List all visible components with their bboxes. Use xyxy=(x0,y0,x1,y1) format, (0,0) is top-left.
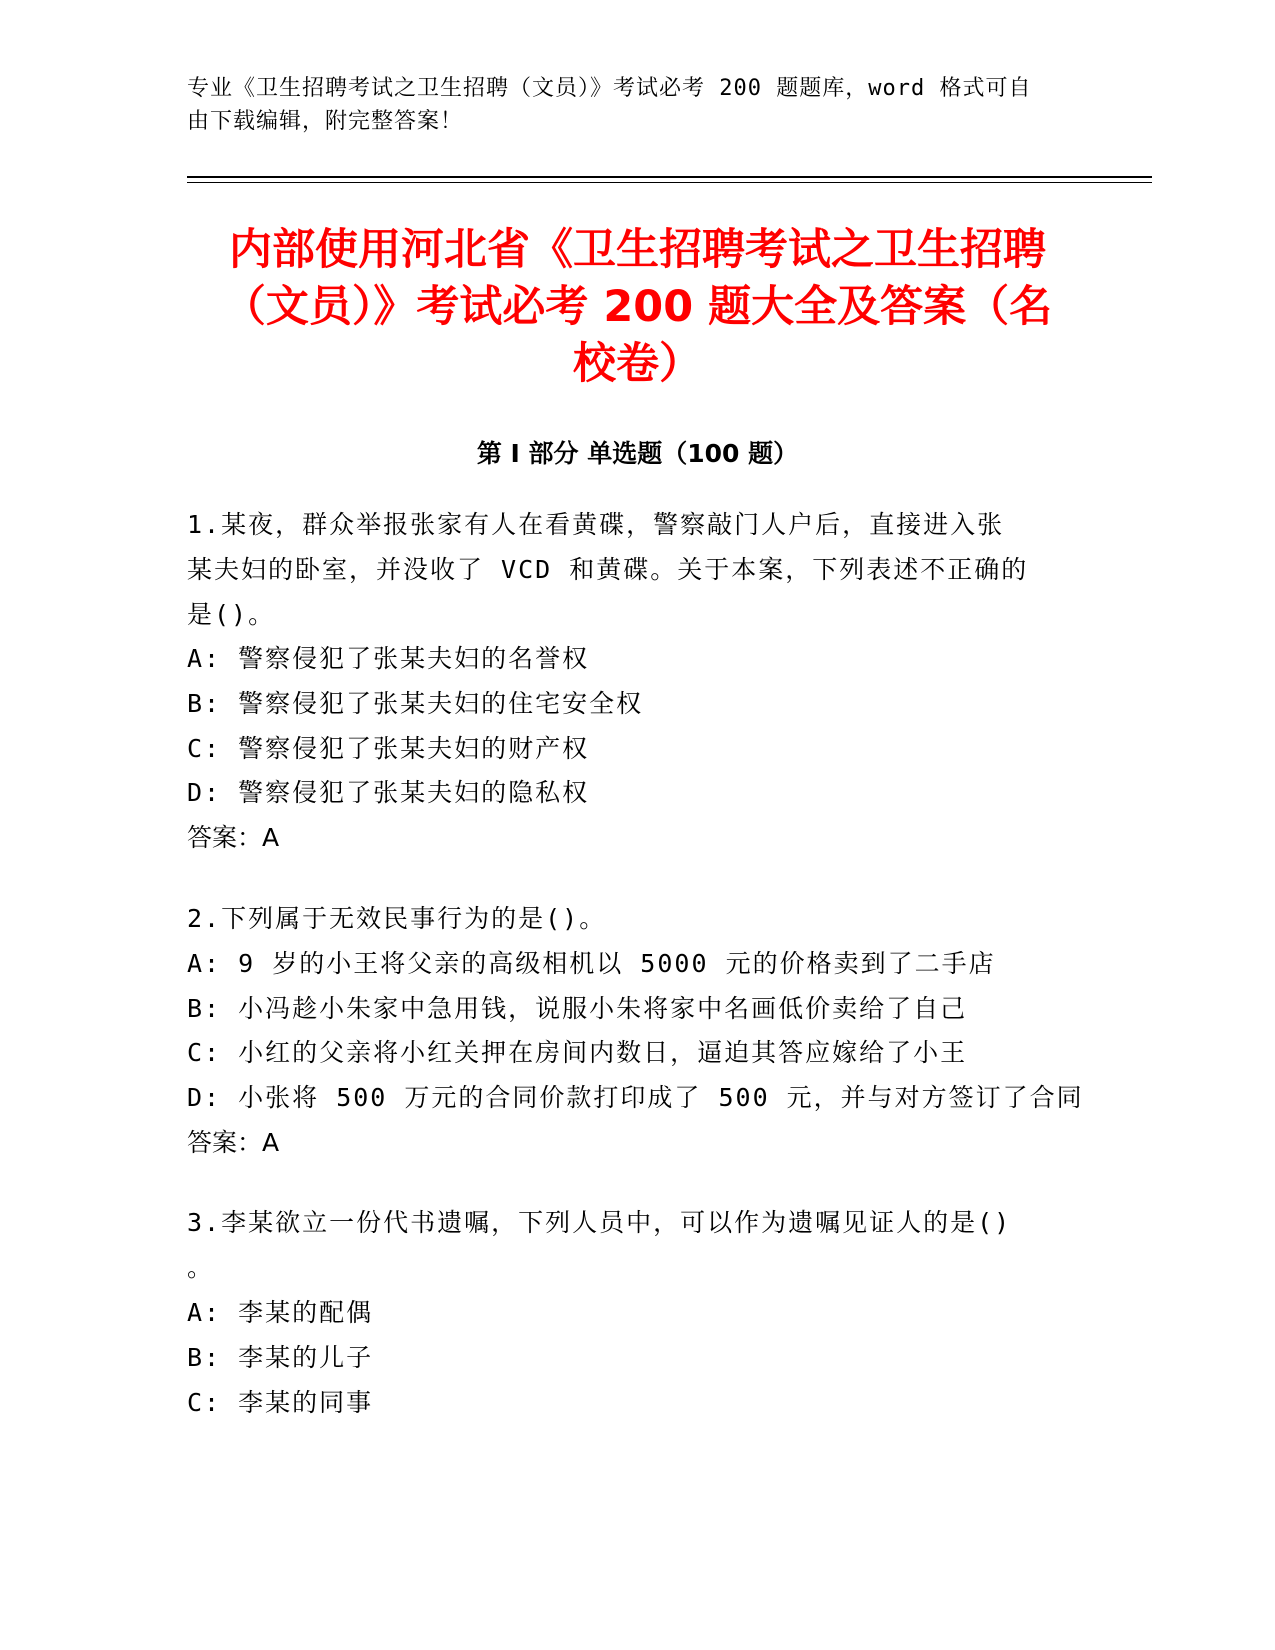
question-1-option-d: D: 警察侵犯了张某夫妇的隐私权 xyxy=(187,778,590,807)
question-3-stem-line: 。 xyxy=(187,1253,215,1282)
question-2-option-a: A: 9 岁的小王将父亲的高级相机以 5000 元的价格卖到了二手店 xyxy=(187,949,996,978)
question-3-stem-line: 3.李某欲立一份代书遗嘱，下列人员中，可以作为遗嘱见证人的是() xyxy=(187,1208,1012,1237)
header-rule-thick xyxy=(187,176,1152,178)
question-2-option-d: D: 小张将 500 万元的合同价款打印成了 500 元，并与对方签订了合同 xyxy=(187,1083,1084,1112)
question-1-stem-line: 是()。 xyxy=(187,600,276,629)
question-2-option-c: C: 小红的父亲将小红关押在房间内数日，逼迫其答应嫁给了小王 xyxy=(187,1038,968,1067)
header-note xyxy=(187,72,1067,138)
header-note-line: 专业《卫生招聘考试之卫生招聘（文员）》考试必考 200 题题库，word 格式可自 xyxy=(187,76,1032,101)
question-1-stem-line: 某夫妇的卧室，并没收了 VCD 和黄碟。关于本案，下列表述不正确的 xyxy=(187,555,1029,584)
question-2-answer: 答案：A xyxy=(187,1128,280,1157)
question-1-option-a: A: 警察侵犯了张某夫妇的名誉权 xyxy=(187,644,590,673)
title-line: （文员）》考试必考 200 题大全及答案（名 xyxy=(222,282,1053,332)
question-1-answer: 答案：A xyxy=(187,823,280,852)
question-2-stem-line: 2.下列属于无效民事行为的是()。 xyxy=(187,904,607,933)
question-1-option-c: C: 警察侵犯了张某夫妇的财产权 xyxy=(187,734,590,763)
document-title xyxy=(190,222,1085,393)
header-rule-thin xyxy=(187,182,1152,183)
question-2-option-b: B: 小冯趁小朱家中急用钱，说服小朱将家中名画低价卖给了自己 xyxy=(187,994,968,1023)
title-line: 校卷） xyxy=(573,339,702,389)
question-1-stem-line: 1.某夜，群众举报张家有人在看黄碟，警察敲门人户后，直接进入张 xyxy=(187,510,1005,539)
question-3-option-c: C: 李某的同事 xyxy=(187,1388,374,1417)
question-3-option-b: B: 李某的儿子 xyxy=(187,1343,374,1372)
question-1-option-b: B: 警察侵犯了张某夫妇的住宅安全权 xyxy=(187,689,644,718)
question-3-option-a: A: 李某的配偶 xyxy=(187,1298,374,1327)
header-note-line: 由下载编辑，附完整答案！ xyxy=(187,109,464,134)
section-title: 第 I 部分 单选题（100 题） xyxy=(476,439,799,468)
title-line: 内部使用河北省《卫生招聘考试之卫生招聘 xyxy=(229,225,1046,275)
